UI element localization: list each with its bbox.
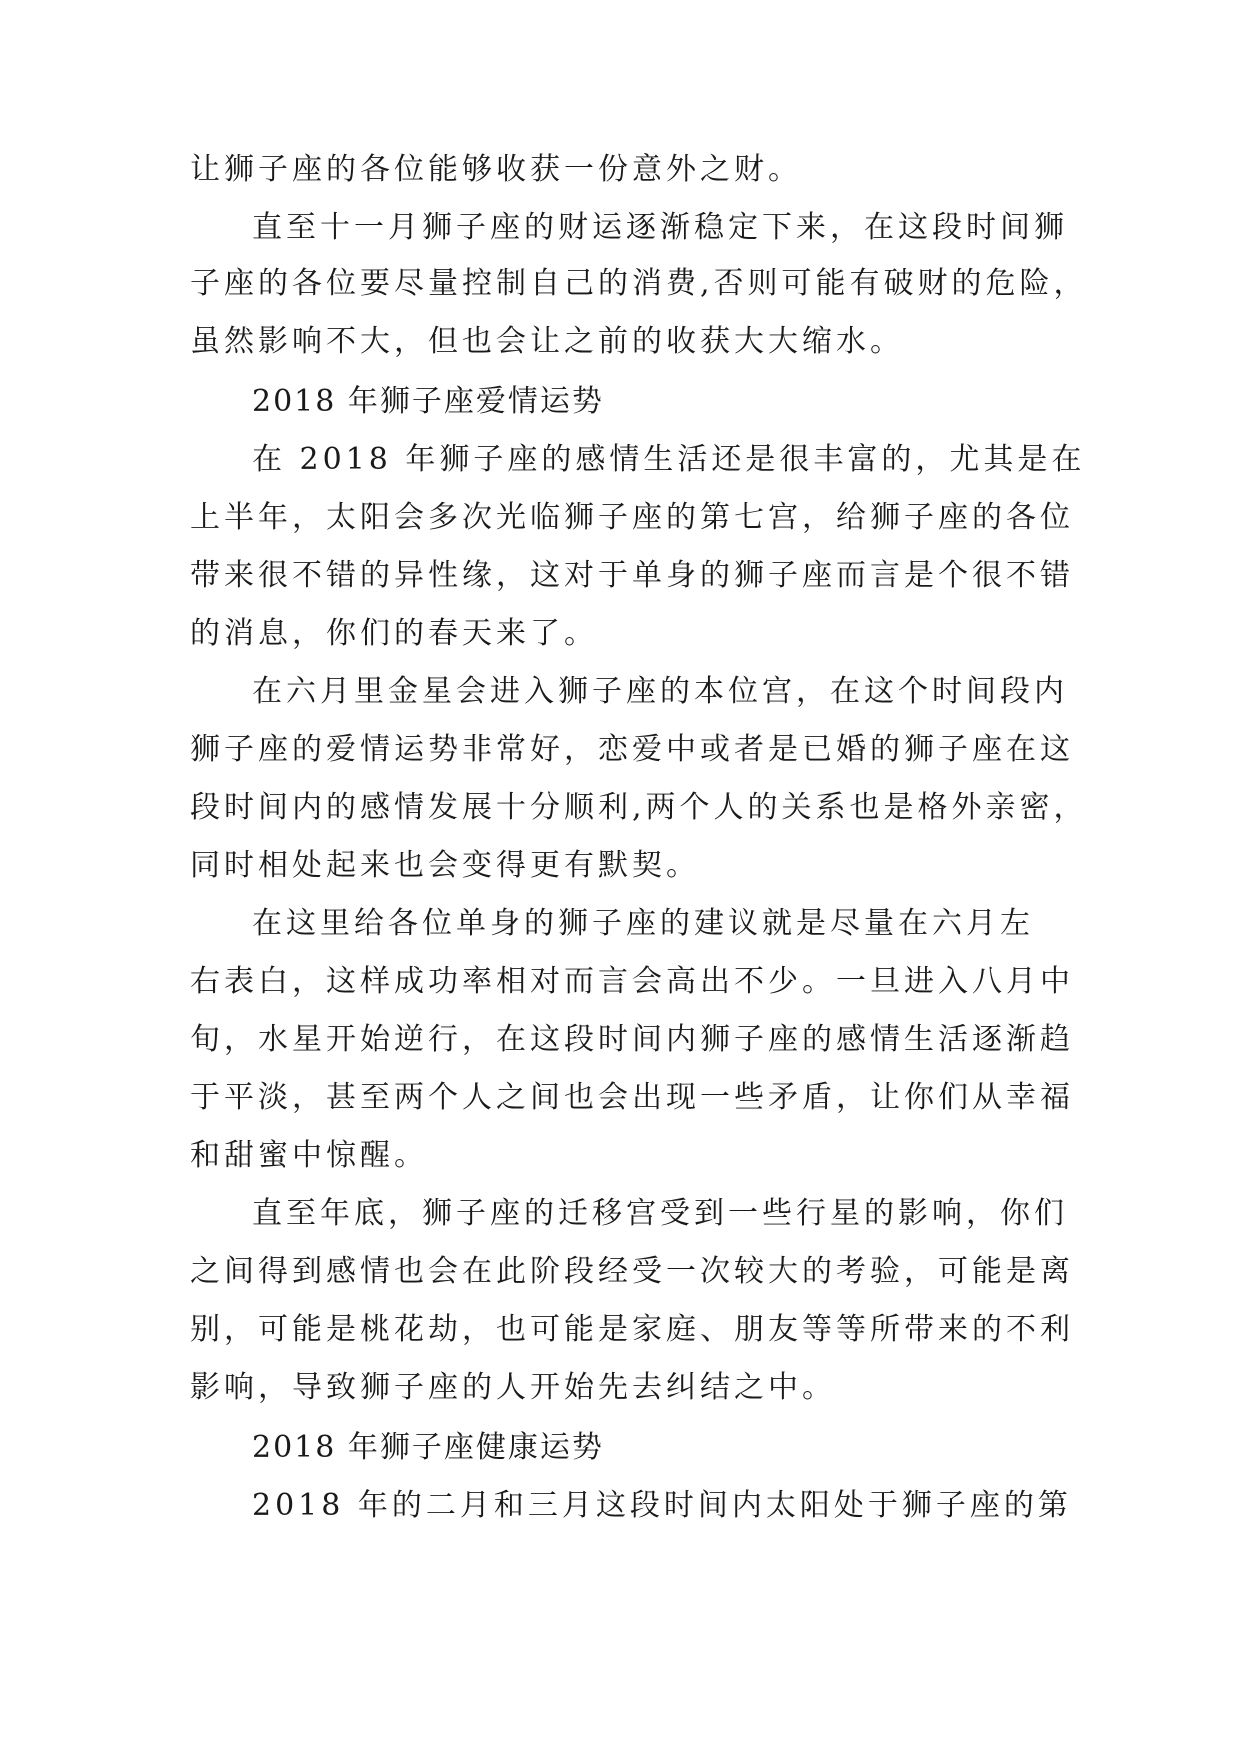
text-line: 同时相处起来也会变得更有默契。 <box>190 848 700 883</box>
text-line: 上半年，太阳会多次光临狮子座的第七宫，给狮子座的各位 <box>190 500 1074 535</box>
text-line: 旬，水星开始逆行，在这段时间内狮子座的感情生活逐渐趋 <box>190 1022 1074 1057</box>
text-line: 右表白，这样成功率相对而言会高出不少。一旦进入八月中 <box>190 964 1074 999</box>
text-line: 于平淡，甚至两个人之间也会出现一些矛盾，让你们从幸福 <box>190 1080 1074 1115</box>
text-line: 虽然影响不大，但也会让之前的收获大大缩水。 <box>190 324 904 359</box>
text-line: 和甜蜜中惊醒。 <box>190 1138 428 1173</box>
section-heading: 2018 年狮子座爱情运势 <box>252 384 604 419</box>
text-line: 的消息，你们的春天来了。 <box>190 616 598 651</box>
paragraph-start: 直至年底，狮子座的迁移宫受到一些行星的影响，你们 <box>252 1196 1068 1231</box>
paragraph-start: 2018 年的二月和三月这段时间内太阳处于狮子座的第 <box>252 1488 1072 1523</box>
text-line: 狮子座的爱情运势非常好，恋爱中或者是已婚的狮子座在这 <box>190 732 1074 767</box>
paragraph-start: 在 2018 年狮子座的感情生活还是很丰富的，尤其是在 <box>252 442 1086 477</box>
paragraph-start: 在六月里金星会进入狮子座的本位宫，在这个时间段内 <box>252 674 1068 709</box>
text-line: 别，可能是桃花劫，也可能是家庭、朋友等等所带来的不利 <box>190 1312 1074 1347</box>
text-line: 之间得到感情也会在此阶段经受一次较大的考验，可能是离 <box>190 1254 1074 1289</box>
section-heading: 2018 年狮子座健康运势 <box>252 1430 604 1465</box>
text-line: 影响，导致狮子座的人开始先去纠结之中。 <box>190 1370 836 1405</box>
text-line: 段时间内的感情发展十分顺利,两个人的关系也是格外亲密， <box>190 790 1088 825</box>
text-line: 带来很不错的异性缘，这对于单身的狮子座而言是个很不错 <box>190 558 1074 593</box>
paragraph-start: 直至十一月狮子座的财运逐渐稳定下来，在这段时间狮 <box>252 210 1068 245</box>
text-line: 让狮子座的各位能够收获一份意外之财。 <box>190 152 802 187</box>
text-line: 子座的各位要尽量控制自己的消费,否则可能有破财的危险， <box>190 266 1088 301</box>
paragraph-start: 在这里给各位单身的狮子座的建议就是尽量在六月左 <box>252 906 1034 941</box>
